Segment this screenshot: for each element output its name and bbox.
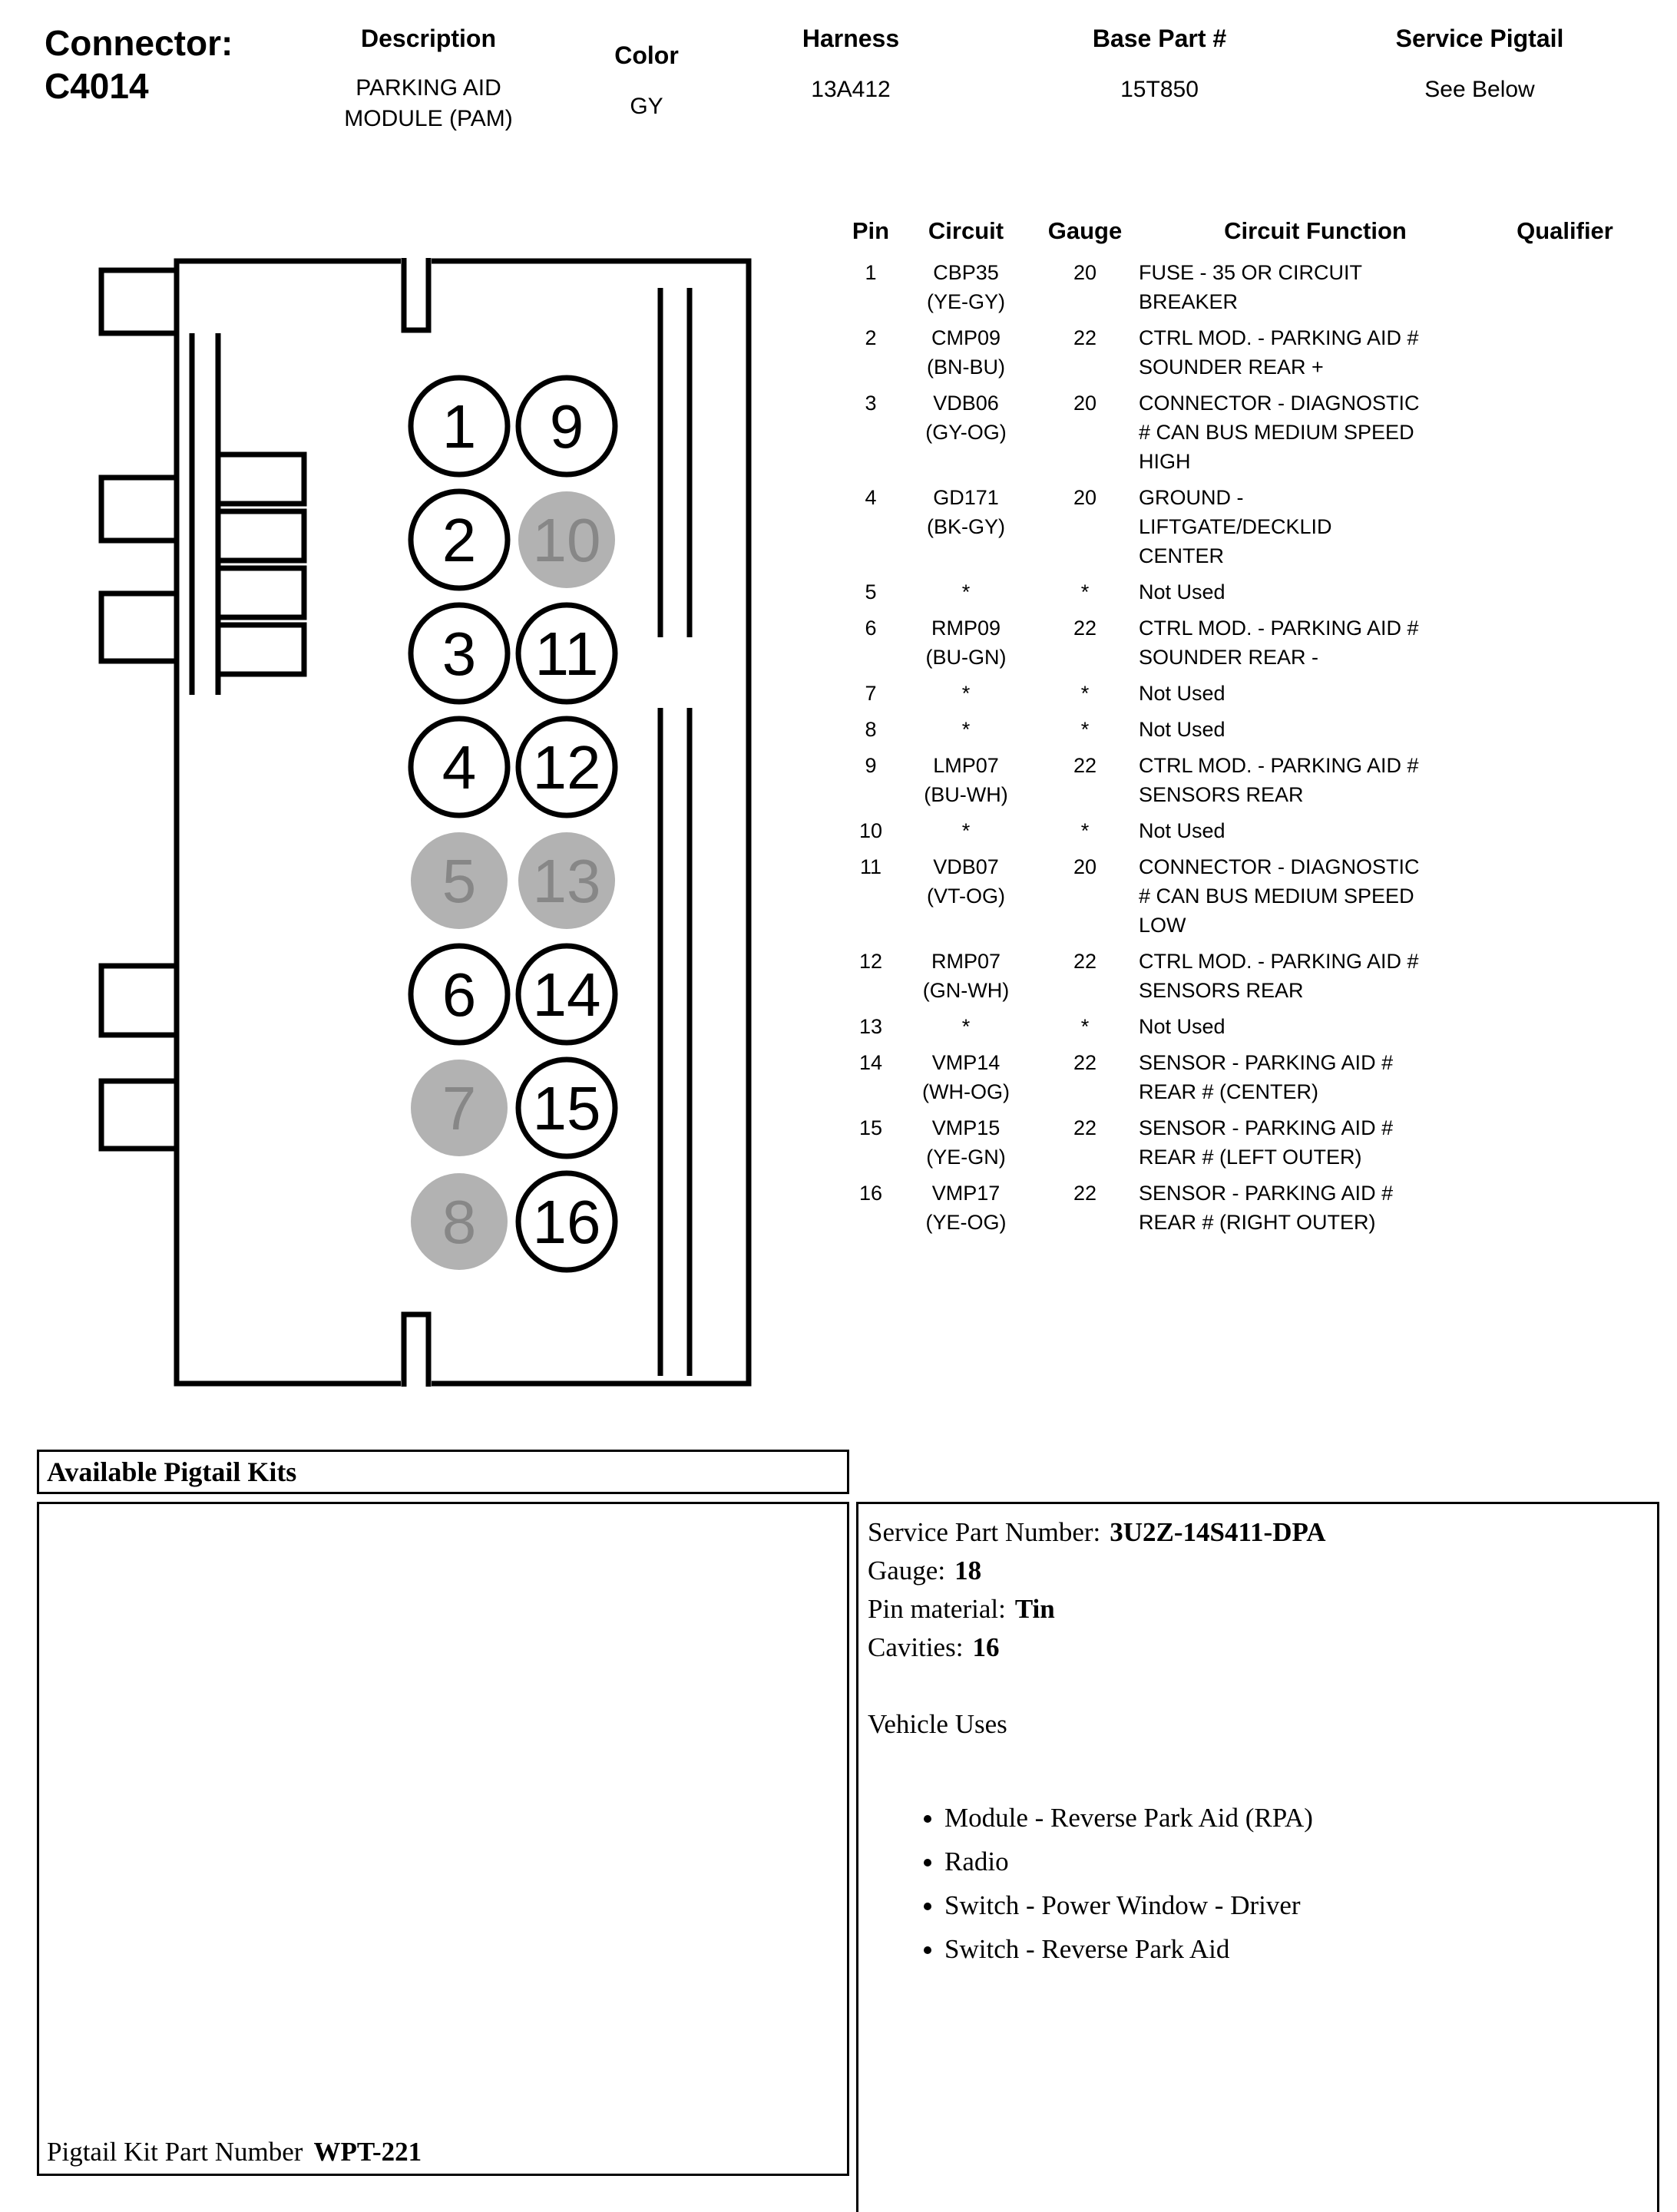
pin-number-label: 2 xyxy=(442,506,477,574)
table-row: 14 VMP14 (WH-OG) 22 SENSOR - PARKING AID # REAR # (CENTER) xyxy=(858,1051,1394,1103)
col-header-qualifier: Qualifier xyxy=(1517,217,1613,244)
pin-number-label: 9 xyxy=(549,392,584,461)
pigtail-kits-title: Available Pigtail Kits xyxy=(47,1456,297,1487)
col-header-circuit: Circuit xyxy=(928,217,1004,244)
pin-number-label: 11 xyxy=(534,620,599,688)
pin-material-value: Tin xyxy=(1014,1594,1055,1624)
table-row: 13 * * Not Used xyxy=(858,1015,1226,1038)
service-part-label: Service Part Number: xyxy=(868,1517,1101,1547)
harness-value: 13A412 xyxy=(811,77,891,102)
table-row: 7 * * Not Used xyxy=(865,682,1226,705)
table-row: 3 VDB06 (GY-OG) 20 CONNECTOR - DIAGNOSTIC # CAN BUS MEDIUM SPEED HIGH xyxy=(865,392,1420,473)
color-value: GY xyxy=(630,94,663,119)
table-row: 8 * * Not Used xyxy=(865,718,1226,741)
connector-id: C4014 xyxy=(45,66,149,106)
pin-group xyxy=(411,378,615,1270)
connector-label: Connector: xyxy=(45,23,233,63)
pin-table-body xyxy=(841,258,1666,1237)
description-value: PARKING AID MODULE (PAM) xyxy=(344,75,513,131)
pin-table xyxy=(841,217,1666,1244)
color-label: Color xyxy=(614,41,679,69)
pin-material-label: Pin material: xyxy=(868,1594,1006,1624)
pigtail-kit-part-number xyxy=(47,2137,422,2167)
table-row: 4 GD171 (BK-GY) 20 GROUND - LIFTGATE/DECKLID CENTER xyxy=(865,486,1332,567)
table-row: 1 CBP35 (YE-GY) 20 FUSE - 35 OR CIRCUIT BREAKER xyxy=(865,261,1362,313)
cavities-value: 16 xyxy=(972,1632,1000,1662)
pin-number-label: 13 xyxy=(532,847,601,915)
description-label: Description xyxy=(360,25,497,52)
pigtail-kits-box xyxy=(37,1502,849,2176)
header-col-base-part xyxy=(1063,25,1255,105)
table-row: 12 RMP07 (GN-WH) 22 CTRL MOD. - PARKING AID # SENSORS REAR xyxy=(858,950,1419,1002)
service-part-value: 3U2Z-14S411-DPA xyxy=(1110,1517,1326,1547)
service-part-box xyxy=(856,1502,1659,2212)
header-col-description xyxy=(313,25,544,134)
pin-number-label: 5 xyxy=(442,847,477,915)
harness-label: Harness xyxy=(802,25,900,52)
connector-diagram xyxy=(91,253,770,1394)
pin-number-label: 3 xyxy=(442,620,477,688)
table-row: 10 * * Not Used xyxy=(858,819,1226,842)
pin-material-line xyxy=(868,1590,1648,1628)
pin-number-label: 10 xyxy=(532,506,601,574)
pin-table-header xyxy=(841,217,1666,246)
available-pigtail-kits-header xyxy=(37,1450,849,1494)
base-part-label: Base Part # xyxy=(1092,25,1227,52)
pin-number-label: 16 xyxy=(532,1188,601,1256)
cavities-label: Cavities: xyxy=(868,1632,964,1662)
pin-number-label: 8 xyxy=(442,1188,477,1256)
pin-number-label: 1 xyxy=(442,392,477,461)
header-col-color xyxy=(585,41,708,122)
vehicle-use-item: • Radio xyxy=(944,1840,1648,1883)
table-row: 9 LMP07 (BU-WH) 22 CTRL MOD. - PARKING AID # SENSORS REAR xyxy=(865,754,1419,806)
table-row: 6 RMP09 (BU-GN) 22 CTRL MOD. - PARKING AID # SOUNDER REAR - xyxy=(865,617,1419,669)
pin-number-label: 4 xyxy=(442,733,477,802)
vehicle-use-item: • Switch - Power Window - Driver xyxy=(944,1883,1648,1927)
gauge-label: Gauge: xyxy=(868,1556,946,1585)
vehicle-uses-list xyxy=(868,1796,1648,1971)
vehicle-use-item: • Module - Reverse Park Aid (RPA) xyxy=(944,1796,1648,1840)
pin-number-label: 15 xyxy=(532,1074,601,1142)
header-col-harness xyxy=(774,25,928,105)
table-row: 2 CMP09 (BN-BU) 22 CTRL MOD. - PARKING AID # SOUNDER REAR + xyxy=(865,326,1419,379)
header-col-service-pigtail xyxy=(1353,25,1606,105)
col-header-function: Circuit Function xyxy=(1224,217,1407,244)
kit-part-value: WPT-221 xyxy=(313,2137,422,2167)
gauge-line xyxy=(868,1552,1648,1590)
service-pigtail-label: Service Pigtail xyxy=(1395,25,1564,52)
pin-number-label: 7 xyxy=(442,1074,477,1142)
pin-number-label: 12 xyxy=(532,733,601,802)
service-pigtail-value: See Below xyxy=(1424,77,1535,102)
pin-number-label: 14 xyxy=(532,961,601,1029)
base-part-value: 15T850 xyxy=(1120,77,1199,102)
col-header-pin: Pin xyxy=(852,217,890,244)
gauge-value: 18 xyxy=(954,1556,982,1585)
kit-part-label: Pigtail Kit Part Number xyxy=(47,2137,303,2167)
vehicle-uses-title: Vehicle Uses xyxy=(868,1709,1007,1739)
cavities-line xyxy=(868,1628,1648,1667)
col-header-gauge: Gauge xyxy=(1047,217,1123,244)
service-part-number-line xyxy=(868,1513,1648,1552)
table-row: 11 VDB07 (VT-OG) 20 CONNECTOR - DIAGNOSTIC # CAN BUS MEDIUM SPEED LOW xyxy=(859,855,1420,937)
table-row: 5 * * Not Used xyxy=(865,580,1226,603)
pin-number-label: 6 xyxy=(442,961,477,1029)
connector-title xyxy=(45,21,233,107)
table-row: 16 VMP17 (YE-OG) 22 SENSOR - PARKING AID # REAR # (RIGHT OUTER) xyxy=(858,1182,1394,1234)
vehicle-use-item: • Switch - Reverse Park Aid xyxy=(944,1927,1648,1971)
table-row: 15 VMP15 (YE-GN) 22 SENSOR - PARKING AID # REAR # (LEFT OUTER) xyxy=(858,1116,1394,1169)
